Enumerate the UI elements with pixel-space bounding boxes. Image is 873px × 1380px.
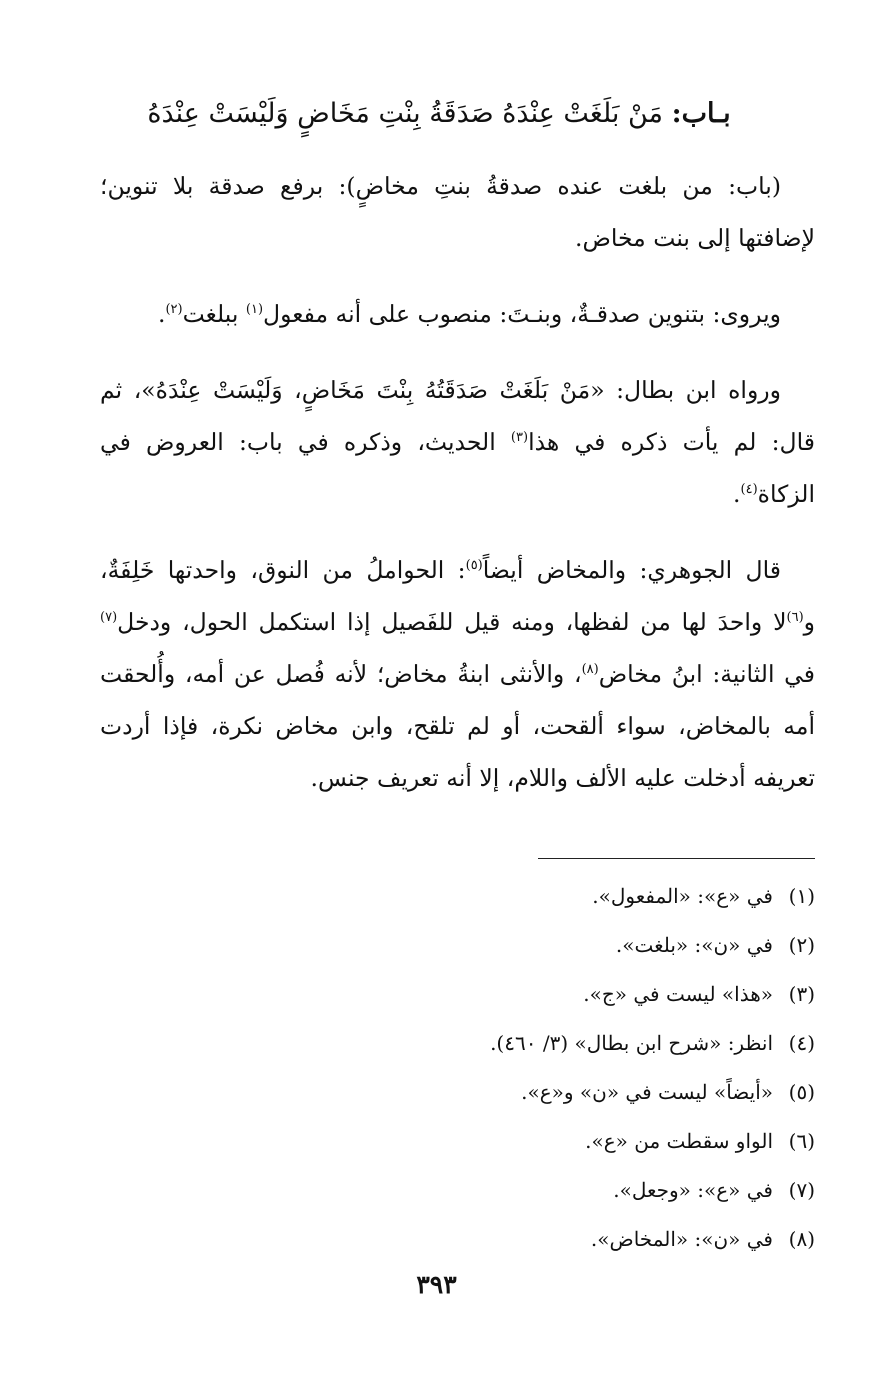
footnote-marker: (٦)	[786, 610, 804, 626]
chapter-title: مَنْ بَلَغَتْ عِنْدَهُ صَدَقَةُ بِنْتِ مَخَاضٍ وَلَيْسَتْ عِنْدَهُ	[147, 98, 664, 129]
footnote-marker: (٧)	[100, 610, 118, 626]
paragraph-text: .	[733, 480, 741, 508]
chapter-label: بـاب:	[671, 98, 731, 129]
footnote-item	[95, 1166, 815, 1215]
footnote-number: (٦)	[788, 1129, 815, 1153]
paragraph-text: قال الجوهري: والمخاض أيضاً	[482, 556, 782, 584]
paragraph-text: (باب: من بلغت عنده صدقةُ بنتِ مخاضٍ): برفع صدقة بلا تنوين؛ لإضافتها إلى بنت مخاض.	[100, 172, 815, 252]
footnote-number: (٥)	[788, 1080, 815, 1104]
paragraph-text: لا واحدَ لها من لفظها، ومنه قيل للفَصيل إذا استكمل الحول، ودخل	[117, 608, 787, 636]
footnote-text: في «ن»: «المخاض».	[590, 1227, 773, 1251]
paragraph-3	[100, 364, 815, 520]
paragraph-text: .	[157, 300, 166, 328]
footnote-separator	[538, 858, 815, 859]
paragraph-text: ورواه ابن بطال: «مَنْ بَلَغَتْ صَدَقَتُهُ بِنْتَ مَخَاضٍ، وَلَيْسَتْ عِنْدَهُ»، ثم قال: لم يأت ذكره في هذا	[100, 376, 815, 456]
footnote-number: (٧)	[788, 1178, 815, 1202]
paragraph-4	[100, 544, 815, 804]
footnote-text: في «ع»: «وجعل».	[613, 1178, 773, 1202]
footnote-marker: (٨)	[581, 662, 599, 678]
footnote-marker: (٤)	[740, 482, 758, 498]
footnote-number: (١)	[788, 884, 815, 908]
footnote-text: في «ن»: «بلغت».	[615, 933, 773, 957]
footnote-text: في «ع»: «المفعول».	[592, 884, 773, 908]
paragraph-text: في الثانية: ابنُ مخاض	[598, 660, 815, 688]
footnote-text: انظر: «شرح ابن بطال» (٣/ ٤٦٠).	[490, 1031, 773, 1055]
footnote-item	[95, 1215, 815, 1264]
paragraph-text: : الحواملُ من النوق، واحدتها خَلِفَةٌ، و	[100, 556, 815, 636]
footnote-text: الواو سقطت من «ع».	[585, 1129, 773, 1153]
paragraph-text: ، والأنثى ابنةُ مخاض؛ لأنه فُصل عن أمه، وأُلحقت أمه بالمخاض، سواء ألقحت، أو لم تلقح، وابن مخاض نكرة، فإذا أردت تعريفه أدخلت عليه الألف واللام، إلا أنه تعريف جنس.	[100, 660, 815, 792]
paragraph-2	[100, 288, 815, 340]
footnote-item	[95, 1117, 815, 1166]
paragraph-text: ببلغت	[182, 300, 246, 328]
chapter-heading	[80, 92, 798, 136]
footnotes-list	[95, 872, 815, 1264]
footnote-text: «أيضاً» ليست في «ن» و«ع».	[521, 1080, 773, 1104]
page-number: ٣٩٣	[416, 1270, 457, 1299]
paragraph-text: ويروى: بتنوين صدقـةٌ، وبنـتَ: منصوب على أنه مفعول	[263, 300, 781, 328]
paragraph-text: الحديث، وذكره في باب: العروض في الزكاة	[100, 428, 815, 508]
footnote-marker: (١)	[245, 302, 264, 318]
footnote-number: (٢)	[788, 933, 815, 957]
footnote-marker: (٥)	[465, 558, 483, 574]
footnote-number: (٨)	[788, 1227, 815, 1251]
footnote-item	[95, 1068, 815, 1117]
main-text	[100, 160, 815, 828]
footnote-item	[95, 1019, 815, 1068]
paragraph-1	[100, 160, 815, 264]
footnote-marker: (٣)	[510, 430, 529, 446]
footnote-number: (٤)	[788, 1031, 815, 1055]
footnote-marker: (٢)	[165, 302, 183, 318]
footnote-item	[95, 872, 815, 921]
footnote-item	[95, 921, 815, 970]
footnote-text: «هذا» ليست في «ج».	[583, 982, 773, 1006]
footnote-item	[95, 970, 815, 1019]
footnote-number: (٣)	[788, 982, 815, 1006]
